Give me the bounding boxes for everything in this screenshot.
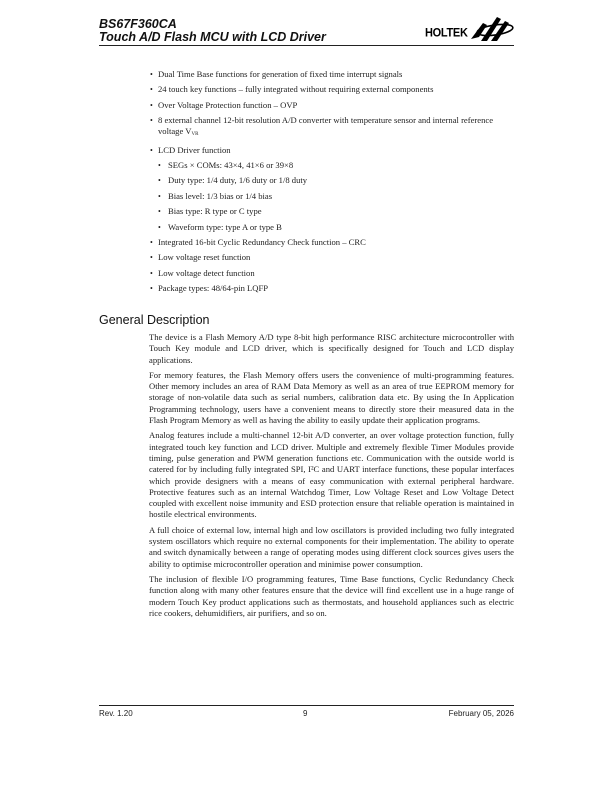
bullet-icon: • [158,207,161,217]
bullet-icon: • [150,268,153,278]
footer-date: February 05, 2026 [448,709,514,718]
holtek-logo-icon [469,13,517,43]
bullet-icon: • [150,70,153,79]
bullet-icon: • [150,116,153,126]
feature-subitem: • Duty type: 1/4 duty, 1/6 duty or 1/8 duty [158,175,308,186]
description-paragraph: The inclusion of flexible I/O programming features, Time Base functions, Cyclic Redundancy Check function along with many other features ensure that the device will find excellent use in a huge range of modern Touch Key product applications such as thermostats, and household appliances such as electric rice cookers, dehumidifiers, air purifiers, and so on. [149,573,514,618]
bullet-icon: • [158,160,161,170]
bullet-icon: • [158,176,161,186]
bullet-icon: • [150,284,153,294]
footer-divider [99,705,514,706]
footer-revision: Rev. 1.20 [99,709,133,718]
bullet-icon: • [150,145,153,155]
bullet-icon: • [150,100,153,110]
feature-subitem: • Waveform type: type A or type B [158,221,282,232]
document-subtitle: Touch A/D Flash MCU with LCD Driver [99,30,326,44]
header-divider [99,45,514,46]
feature-item: • Package types: 48/64-pin LQFP [150,283,269,294]
general-description-body [149,332,514,623]
feature-item: • Integrated 16-bit Cyclic Redundancy Check function – CRC [150,236,366,247]
feature-item: • Low voltage reset function [150,252,251,263]
bullet-icon: • [150,253,153,263]
features-list [149,69,515,298]
description-paragraph: The device is a Flash Memory A/D type 8-bit high performance RISC architecture microcontroller with Touch Key module and LCD driver, which is specifically designed for Touch and LCD display applications. [149,332,514,365]
document-title: BS67F360CA [99,17,177,31]
logo-text: HOLTEK [425,26,468,40]
feature-item: • Dual Time Base functions for generation of fixed time interrupt signals [150,69,403,79]
feature-item: • Over Voltage Protection function – OVP [150,99,298,110]
description-paragraph: A full choice of external low, internal high and low oscillators is provided including two fully integrated system oscillators which require no external components for their implementation. The ability to operate and switch dynamically between a range of operating modes using different clock sources gives users the ability to optimise microcontroller operation and minimise power consumption. [149,524,514,569]
feature-subitem: • Bias level: 1/3 bias or 1/4 bias [158,190,273,201]
bullet-icon: • [150,85,153,95]
feature-item: • LCD Driver function [150,144,231,155]
footer-page-number: 9 [303,709,308,718]
feature-subitem: • SEGs × COMs: 43×4, 41×6 or 39×8 [158,159,294,170]
holtek-logo [425,13,517,43]
bullet-icon: • [158,191,161,201]
description-paragraph: Analog features include a multi-channel 12-bit A/D converter, an over voltage protection function, fully integrated touch key function and LCD driver. Multiple and extremely flexible Timer Modules provide timing, pulse generation and PWM generation functions etc. Communication with the outside world is catered for by including fully integrated SPI, I²C and UART interface functions, these popular interfaces which provide designers with a means of easy communication with external peripheral hardware. Protective features such as an internal Watchdog Timer, Low Voltage Reset and Low Voltage Detect coupled with excellent noise immunity and ESD protection ensure that reliable operation is maintained in hostile electrical environments. [149,430,514,520]
feature-item: • 24 touch key functions – fully integrated without requiring external components [150,84,434,95]
feature-item: • 8 external channel 12-bit resolution A/D converter with temperature sensor and internal reference voltage VVR [150,115,494,138]
vr-subscript: VR [191,132,199,138]
bullet-icon: • [150,237,153,247]
section-heading-general-description: General Description [99,313,210,327]
description-paragraph: For memory features, the Flash Memory offers users the convenience of multi-programming features. Other memory includes an area of RAM Data Memory as well as an area of true EEPROM memory for storage of non-volatile data such as serial numbers, calibration data etc. By using the In Application Programming technology, users have a convenient means to directly store their measured data in the Flash Program Memory as well as having the ability to easily update their application programs. [149,369,514,426]
feature-subitem: • Bias type: R type or C type [158,206,262,217]
bullet-icon: • [158,222,161,232]
feature-item: • Low voltage detect function [150,267,255,278]
